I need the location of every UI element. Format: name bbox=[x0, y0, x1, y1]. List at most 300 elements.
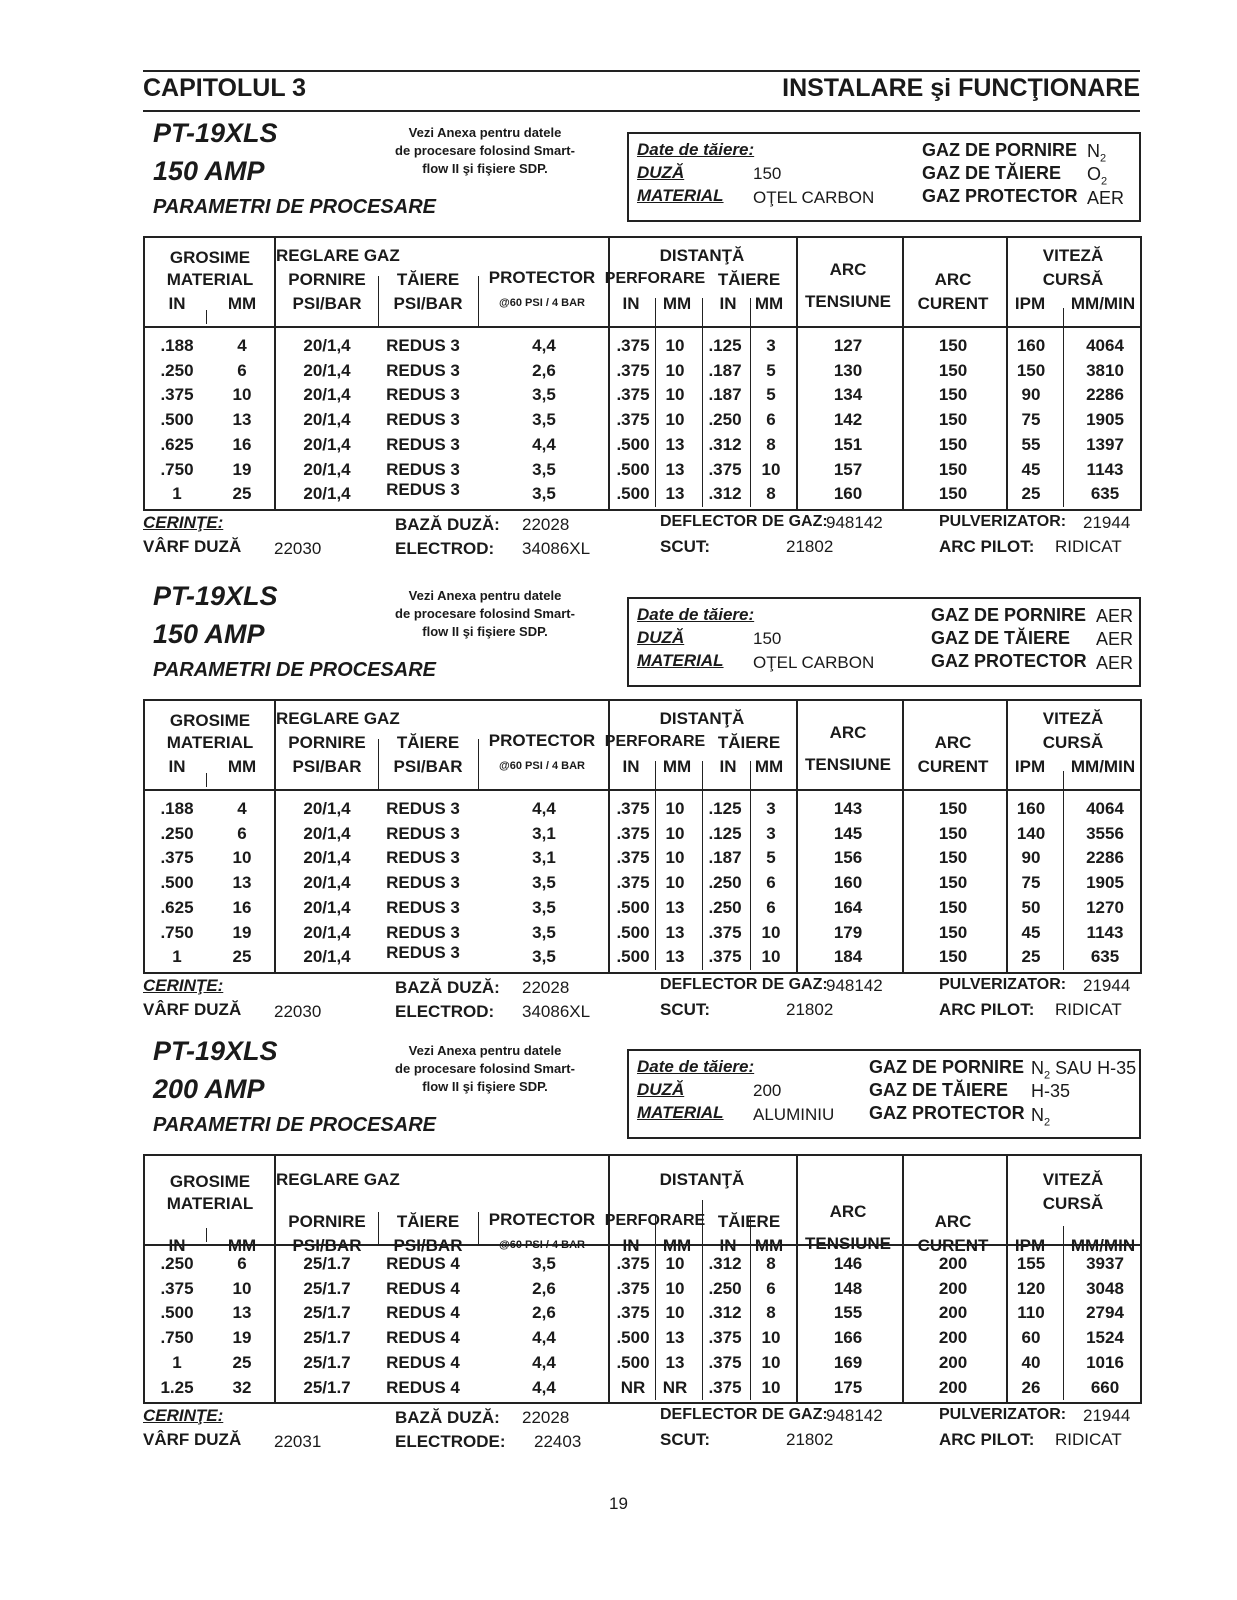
table-cell: REDUS 3 bbox=[386, 943, 460, 963]
table-cell: .188 bbox=[160, 336, 194, 355]
table-cell: 13 bbox=[665, 434, 685, 454]
atomizer-value: 21944 bbox=[1083, 512, 1131, 532]
table-cell: 4,4 bbox=[532, 434, 556, 454]
table-cell: 20/1,4 bbox=[303, 873, 351, 893]
cutting-data-box bbox=[627, 1049, 1141, 1139]
header-tensiune: TENSIUNE bbox=[805, 1234, 891, 1253]
header-arc: ARC bbox=[829, 260, 867, 279]
header-psibar-start: PSI/BAR bbox=[292, 1236, 362, 1255]
table-cell: 60 bbox=[1021, 1328, 1041, 1348]
table-cell: 1 bbox=[172, 947, 182, 967]
gas-deflector-label: DEFLECTOR DE GAZ: bbox=[660, 1406, 828, 1424]
shield-gas-value bbox=[1031, 1105, 1050, 1129]
table-cell: 160 bbox=[1016, 799, 1046, 818]
note-line: de procesare folosind Smart- bbox=[395, 1061, 575, 1076]
nozzle-base-value: 22028 bbox=[522, 514, 570, 534]
table-cell: 2794 bbox=[1086, 1303, 1124, 1323]
table-cell: 10 bbox=[665, 410, 685, 430]
header-curent: CURENT bbox=[917, 294, 989, 313]
material-value: OŢEL CARBON bbox=[753, 188, 875, 207]
table-cell: 4,4 bbox=[532, 799, 556, 818]
column-divider bbox=[1006, 238, 1008, 509]
note-line: de procesare folosind Smart- bbox=[395, 606, 575, 621]
subcolumn-divider bbox=[206, 310, 207, 324]
header-curent: CURENT bbox=[917, 757, 989, 776]
table-cell: 6 bbox=[237, 1254, 247, 1273]
table-cell: REDUS 3 bbox=[386, 848, 460, 868]
table-cell: .500 bbox=[616, 922, 650, 942]
table-cell: .250 bbox=[160, 360, 194, 380]
table-cell: 200 bbox=[938, 1352, 968, 1372]
table-cell: 169 bbox=[833, 1352, 863, 1372]
header-psibar-start: PSI/BAR bbox=[292, 757, 362, 776]
table-cell: 4 bbox=[237, 336, 247, 355]
note-line: Vezi Anexa pentru datele bbox=[408, 588, 562, 603]
table-cell: .250 bbox=[708, 1278, 742, 1298]
table-cell: .375 bbox=[708, 459, 742, 479]
header-grosime: GROSIME bbox=[169, 1172, 251, 1191]
header-divider bbox=[145, 326, 1140, 328]
table-cell: 150 bbox=[938, 434, 968, 454]
table-cell: REDUS 3 bbox=[386, 459, 460, 479]
shield-gas-label: GAZ PROTECTOR bbox=[869, 1103, 1025, 1123]
tip-value: 22030 bbox=[274, 1001, 322, 1021]
cut-gas-label: GAZ DE TĂIERE bbox=[922, 163, 1062, 183]
header-protector: PROTECTOR bbox=[488, 268, 596, 287]
electrode-label: ELECTROD: bbox=[395, 1001, 495, 1021]
table-cell: 13 bbox=[665, 922, 685, 942]
header-mmmin: MM/MIN bbox=[1070, 757, 1136, 776]
table-cell: 2,6 bbox=[532, 360, 556, 380]
header-dist-in2: IN bbox=[719, 757, 737, 776]
appendix-note bbox=[365, 1042, 605, 1096]
table-cell: 3,1 bbox=[532, 848, 556, 868]
table-cell: .500 bbox=[160, 1303, 194, 1323]
header-viteza: VITEZĂ bbox=[1042, 246, 1104, 265]
start-gas-text: AER bbox=[1096, 606, 1134, 626]
table-cell: 4,4 bbox=[532, 1328, 556, 1348]
header-arc: ARC bbox=[829, 1202, 867, 1221]
table-cell: REDUS 4 bbox=[386, 1303, 460, 1323]
table-cell: 150 bbox=[938, 947, 968, 967]
gas-deflector-value: 948142 bbox=[826, 975, 883, 995]
shield-gas-text: N bbox=[1031, 1105, 1044, 1125]
header-dist-mm2: MM bbox=[754, 1236, 784, 1255]
chapter-header bbox=[143, 70, 1140, 112]
section-title: PARAMETRI DE PROCESARE bbox=[153, 1114, 436, 1136]
table-cell: 3048 bbox=[1086, 1278, 1124, 1298]
table-cell: 143 bbox=[833, 799, 863, 818]
cut-gas-value bbox=[1087, 164, 1107, 188]
table-cell: 200 bbox=[938, 1303, 968, 1323]
table-cell: 75 bbox=[1021, 873, 1041, 893]
material-value: ALUMINIU bbox=[753, 1105, 835, 1124]
table-cell: 3,5 bbox=[532, 459, 556, 479]
table-cell: .500 bbox=[616, 434, 650, 454]
table-cell: 6 bbox=[237, 823, 247, 843]
table-cell: 8 bbox=[766, 484, 776, 504]
header-cursa: CURSĂ bbox=[1042, 1194, 1104, 1213]
table-cell: 10 bbox=[665, 1254, 685, 1273]
tip-value: 22031 bbox=[274, 1432, 322, 1452]
cut-gas-label: GAZ DE TĂIERE bbox=[869, 1080, 1009, 1100]
shield-gas-text: AER bbox=[1087, 188, 1125, 208]
table-cell: REDUS 3 bbox=[386, 480, 460, 500]
process-table bbox=[143, 236, 1142, 511]
table-cell: 2286 bbox=[1086, 848, 1124, 868]
table-cell: .250 bbox=[708, 897, 742, 917]
nozzle-label: DUZĂ bbox=[637, 628, 685, 647]
amperage: 150 AMP bbox=[153, 156, 265, 186]
shield-gas-value bbox=[1087, 188, 1124, 212]
table-cell: 25/1.7 bbox=[303, 1352, 351, 1372]
cut-gas-text: H-35 bbox=[1031, 1081, 1071, 1101]
requirements bbox=[143, 1406, 1143, 1456]
table-cell: 635 bbox=[1090, 484, 1120, 504]
table-cell: .750 bbox=[160, 922, 194, 942]
column-divider bbox=[274, 701, 276, 972]
process-section bbox=[0, 1036, 1237, 1506]
material-label: MATERIAL bbox=[637, 1103, 724, 1122]
table-cell: 200 bbox=[938, 1254, 968, 1273]
pilot-arc-value: RIDICAT bbox=[1055, 1430, 1122, 1450]
table-cell: .250 bbox=[160, 823, 194, 843]
table-cell: 13 bbox=[232, 873, 252, 893]
header-material: MATERIAL bbox=[166, 270, 254, 289]
header-arc: ARC bbox=[829, 723, 867, 742]
nozzle-label: DUZĂ bbox=[637, 163, 685, 182]
header-protector-sub: @60 PSI / 4 BAR bbox=[499, 1239, 585, 1251]
header-grosime: GROSIME bbox=[169, 711, 251, 730]
table-cell: .375 bbox=[708, 947, 742, 967]
table-cell: 4064 bbox=[1086, 799, 1124, 818]
header-viteza: VITEZĂ bbox=[1042, 1170, 1104, 1189]
table-cell: REDUS 3 bbox=[386, 410, 460, 430]
cut-gas-value bbox=[1096, 629, 1133, 653]
table-cell: 20/1,4 bbox=[303, 385, 351, 405]
header-mm: MM bbox=[227, 757, 257, 776]
table-cell: 4064 bbox=[1086, 336, 1124, 355]
header-ipm: IPM bbox=[1014, 1236, 1046, 1255]
nozzle-base-value: 22028 bbox=[522, 1408, 570, 1428]
start-gas-label: GAZ DE PORNIRE bbox=[931, 605, 1087, 625]
table-cell: 127 bbox=[833, 336, 863, 355]
table-cell: 10 bbox=[665, 1303, 685, 1323]
table-cell: .750 bbox=[160, 1328, 194, 1348]
header-perforare: PERFORARE bbox=[604, 270, 706, 287]
header-dist-mm2: MM bbox=[754, 757, 784, 776]
table-cell: .375 bbox=[160, 1278, 194, 1298]
shield-gas-subscript: 2 bbox=[1044, 1116, 1051, 1129]
subcolumn-divider bbox=[378, 739, 379, 789]
header-mm: MM bbox=[227, 1236, 257, 1255]
table-cell: 3 bbox=[766, 823, 776, 843]
table-cell: .375 bbox=[616, 873, 650, 893]
pilot-arc-value: RIDICAT bbox=[1055, 536, 1122, 556]
table-cell: 145 bbox=[833, 823, 863, 843]
nozzle-base-value: 22028 bbox=[522, 977, 570, 997]
subcolumn-divider bbox=[702, 761, 703, 970]
nozzle-value: 150 bbox=[753, 629, 782, 648]
table-cell: .375 bbox=[708, 1352, 742, 1372]
table-cell: 635 bbox=[1090, 947, 1120, 967]
header-mm: MM bbox=[227, 294, 257, 313]
table-cell: 1 bbox=[172, 484, 182, 504]
table-cell: 3,1 bbox=[532, 823, 556, 843]
table-cell: .312 bbox=[708, 1303, 742, 1323]
column-divider bbox=[902, 1156, 904, 1402]
table-cell: 25 bbox=[1021, 947, 1041, 967]
table-cell: 164 bbox=[833, 897, 863, 917]
table-cell: 146 bbox=[833, 1254, 863, 1273]
table-cell: 5 bbox=[766, 848, 776, 868]
table-cell: REDUS 4 bbox=[386, 1328, 460, 1348]
table-cell: 150 bbox=[938, 385, 968, 405]
gas-deflector-value: 948142 bbox=[826, 1406, 883, 1426]
column-divider bbox=[902, 238, 904, 509]
header-tensiune: TENSIUNE bbox=[805, 755, 891, 774]
table-cell: .312 bbox=[708, 1254, 742, 1273]
table-cell: 1524 bbox=[1086, 1328, 1124, 1348]
table-cell: 4,4 bbox=[532, 336, 556, 355]
table-cell: 110 bbox=[1017, 1303, 1045, 1323]
header-perforare: PERFORARE bbox=[604, 733, 706, 750]
column-divider bbox=[1006, 1156, 1008, 1402]
table-cell: 6 bbox=[766, 410, 776, 430]
header-protector-sub: @60 PSI / 4 BAR bbox=[499, 297, 585, 309]
table-cell: 150 bbox=[938, 848, 968, 868]
table-cell: .375 bbox=[616, 385, 650, 405]
model-name: PT-19XLS bbox=[153, 118, 278, 148]
table-cell: .500 bbox=[616, 1352, 650, 1372]
table-cell: 10 bbox=[761, 1352, 781, 1372]
table-cell: REDUS 3 bbox=[386, 336, 460, 355]
requirements-title: CERINŢE: bbox=[143, 512, 224, 532]
header-psibar-start: PSI/BAR bbox=[292, 294, 362, 313]
table-cell: 13 bbox=[665, 459, 685, 479]
table-cell: 40 bbox=[1021, 1352, 1041, 1372]
header-dist-in1: IN bbox=[622, 1236, 640, 1255]
header-mmmin: MM/MIN bbox=[1070, 294, 1136, 313]
header-dist-mm1: MM bbox=[662, 294, 692, 313]
table-cell: .375 bbox=[616, 848, 650, 868]
header-in: IN bbox=[168, 757, 186, 776]
table-cell: .375 bbox=[616, 410, 650, 430]
shield-value: 21802 bbox=[786, 536, 834, 556]
subcolumn-divider bbox=[1063, 308, 1064, 507]
table-cell: 10 bbox=[665, 823, 685, 843]
table-cell: REDUS 3 bbox=[386, 799, 460, 818]
header-distanta: DISTANŢĂ bbox=[659, 709, 745, 728]
subcolumn-divider bbox=[655, 298, 656, 507]
material-label: MATERIAL bbox=[637, 651, 724, 670]
note-line: Vezi Anexa pentru datele bbox=[408, 125, 562, 140]
table-cell: 8 bbox=[766, 1254, 776, 1273]
gas-deflector-label: DEFLECTOR DE GAZ: bbox=[660, 512, 828, 530]
cut-data-title: Date de tăiere: bbox=[637, 605, 755, 624]
table-cell: 20/1,4 bbox=[303, 848, 351, 868]
table-cell: .500 bbox=[616, 897, 650, 917]
header-dist-mm1: MM bbox=[662, 757, 692, 776]
table-cell: 150 bbox=[938, 922, 968, 942]
table-cell: 150 bbox=[938, 484, 968, 504]
process-section bbox=[0, 581, 1237, 1051]
table-cell: .375 bbox=[616, 1278, 650, 1298]
table-cell: 150 bbox=[938, 360, 968, 380]
header-perforare: PERFORARE bbox=[604, 1212, 706, 1229]
table-cell: .125 bbox=[708, 799, 742, 818]
table-cell: .500 bbox=[160, 410, 194, 430]
process-table bbox=[143, 1154, 1142, 1404]
table-cell: 5 bbox=[766, 385, 776, 405]
nozzle-base-label: BAZĂ DUZĂ: bbox=[395, 977, 500, 997]
table-cell: 26 bbox=[1021, 1377, 1041, 1397]
table-cell: 1143 bbox=[1086, 459, 1124, 479]
table-cell: .375 bbox=[160, 848, 194, 868]
table-cell: REDUS 3 bbox=[386, 385, 460, 405]
table-cell: 10 bbox=[232, 385, 252, 405]
material-value: OŢEL CARBON bbox=[753, 653, 875, 672]
shield-label: SCUT: bbox=[660, 536, 711, 556]
table-cell: 8 bbox=[766, 1303, 776, 1323]
table-cell: 179 bbox=[833, 922, 863, 942]
header-dist-mm2: MM bbox=[754, 294, 784, 313]
table-cell: 20/1,4 bbox=[303, 434, 351, 454]
header-arc-curent: ARC bbox=[934, 733, 972, 752]
table-cell: REDUS 3 bbox=[386, 434, 460, 454]
nozzle-value: 150 bbox=[753, 164, 782, 183]
table-cell: 13 bbox=[232, 1303, 252, 1323]
table-cell: 10 bbox=[761, 1328, 781, 1348]
table-cell: NR bbox=[620, 1377, 646, 1397]
table-cell: .500 bbox=[616, 459, 650, 479]
note-line: flow II şi fişiere SDP. bbox=[422, 1079, 548, 1094]
table-cell: 184 bbox=[833, 947, 863, 967]
column-divider bbox=[796, 701, 798, 972]
table-cell: 157 bbox=[833, 459, 863, 479]
header-arc-curent: ARC bbox=[934, 1212, 972, 1231]
table-cell: REDUS 3 bbox=[386, 897, 460, 917]
header-divider bbox=[145, 789, 1140, 791]
table-cell: 1143 bbox=[1086, 922, 1124, 942]
table-cell: 150 bbox=[938, 410, 968, 430]
requirements bbox=[143, 513, 1143, 563]
start-gas-text: N bbox=[1031, 1058, 1044, 1078]
table-cell: .375 bbox=[708, 1328, 742, 1348]
requirements-title: CERINŢE: bbox=[143, 975, 224, 995]
table-cell: REDUS 3 bbox=[386, 873, 460, 893]
header-viteza: VITEZĂ bbox=[1042, 709, 1104, 728]
table-cell: 166 bbox=[833, 1328, 863, 1348]
table-cell: 3,5 bbox=[532, 922, 556, 942]
table-cell: 3,5 bbox=[532, 947, 556, 967]
header-reglare-gaz: REGLARE GAZ bbox=[276, 1170, 400, 1189]
subcolumn-divider bbox=[478, 276, 479, 326]
header-protector-sub: @60 PSI / 4 BAR bbox=[499, 760, 585, 772]
header-ipm: IPM bbox=[1014, 294, 1046, 313]
table-cell: 90 bbox=[1021, 848, 1041, 868]
table-cell: 13 bbox=[665, 897, 685, 917]
table-cell: 160 bbox=[833, 873, 863, 893]
table-cell: 3556 bbox=[1086, 823, 1124, 843]
table-cell: .125 bbox=[708, 336, 742, 355]
header-dist-in1: IN bbox=[622, 757, 640, 776]
shield-value: 21802 bbox=[786, 1430, 834, 1450]
table-cell: .500 bbox=[616, 484, 650, 504]
header-grosime: GROSIME bbox=[169, 248, 251, 267]
table-cell: 1.25 bbox=[160, 1377, 194, 1397]
table-cell: 20/1,4 bbox=[303, 947, 351, 967]
subcolumn-divider bbox=[206, 1228, 207, 1242]
column-divider bbox=[274, 238, 276, 509]
subcolumn-divider bbox=[655, 1216, 656, 1400]
header-pornire: PORNIRE bbox=[288, 1212, 366, 1231]
table-cell: 10 bbox=[232, 1278, 252, 1298]
table-cell: 13 bbox=[232, 410, 252, 430]
header-distanta: DISTANŢĂ bbox=[659, 246, 745, 265]
header-pornire: PORNIRE bbox=[288, 270, 366, 289]
start-gas-value bbox=[1031, 1058, 1136, 1082]
table-cell: .375 bbox=[616, 360, 650, 380]
subcolumn-divider bbox=[750, 298, 751, 507]
appendix-note bbox=[365, 124, 605, 178]
note-line: flow II şi fişiere SDP. bbox=[422, 161, 548, 176]
model-name: PT-19XLS bbox=[153, 581, 278, 611]
table-cell: 75 bbox=[1021, 410, 1041, 430]
table-cell: 10 bbox=[761, 459, 781, 479]
table-cell: 130 bbox=[833, 360, 863, 380]
amperage: 150 AMP bbox=[153, 619, 265, 649]
tip-label: VÂRF DUZĂ bbox=[143, 999, 242, 1019]
table-cell: 3,5 bbox=[532, 897, 556, 917]
table-cell: .500 bbox=[616, 947, 650, 967]
section-title: PARAMETRI DE PROCESARE bbox=[153, 196, 436, 218]
subcolumn-divider bbox=[702, 298, 703, 507]
table-cell: 175 bbox=[833, 1377, 863, 1397]
table-cell: 25 bbox=[232, 947, 252, 967]
column-divider bbox=[902, 701, 904, 972]
table-cell: .375 bbox=[160, 385, 194, 405]
column-divider bbox=[796, 238, 798, 509]
pilot-arc-label: ARC PILOT: bbox=[939, 536, 1035, 556]
subcolumn-divider bbox=[206, 773, 207, 787]
header-tensiune: TENSIUNE bbox=[805, 292, 891, 311]
table-cell: 10 bbox=[665, 1278, 685, 1298]
atomizer-value: 21944 bbox=[1083, 1406, 1131, 1426]
table-cell: .375 bbox=[616, 1254, 650, 1273]
header-protector: PROTECTOR bbox=[488, 731, 596, 750]
header-cursa: CURSĂ bbox=[1042, 270, 1104, 289]
nozzle-base-label: BAZĂ DUZĂ: bbox=[395, 1408, 500, 1428]
table-cell: 1270 bbox=[1086, 897, 1124, 917]
table-cell: 1016 bbox=[1086, 1352, 1124, 1372]
process-table bbox=[143, 699, 1142, 974]
cut-gas-label: GAZ DE TĂIERE bbox=[931, 628, 1071, 648]
table-cell: REDUS 4 bbox=[386, 1254, 460, 1273]
tip-label: VÂRF DUZĂ bbox=[143, 536, 242, 556]
header-cursa: CURSĂ bbox=[1042, 733, 1104, 752]
table-cell: 150 bbox=[938, 873, 968, 893]
note-line: de procesare folosind Smart- bbox=[395, 143, 575, 158]
subcolumn-divider bbox=[1063, 1226, 1064, 1400]
note-line: Vezi Anexa pentru datele bbox=[408, 1043, 562, 1058]
table-cell: 3 bbox=[766, 336, 776, 355]
table-cell: 5 bbox=[766, 360, 776, 380]
shield-gas-label: GAZ PROTECTOR bbox=[922, 186, 1078, 206]
table-cell: 2286 bbox=[1086, 385, 1124, 405]
table-cell: 25/1.7 bbox=[303, 1278, 351, 1298]
table-cell: 3,5 bbox=[532, 410, 556, 430]
